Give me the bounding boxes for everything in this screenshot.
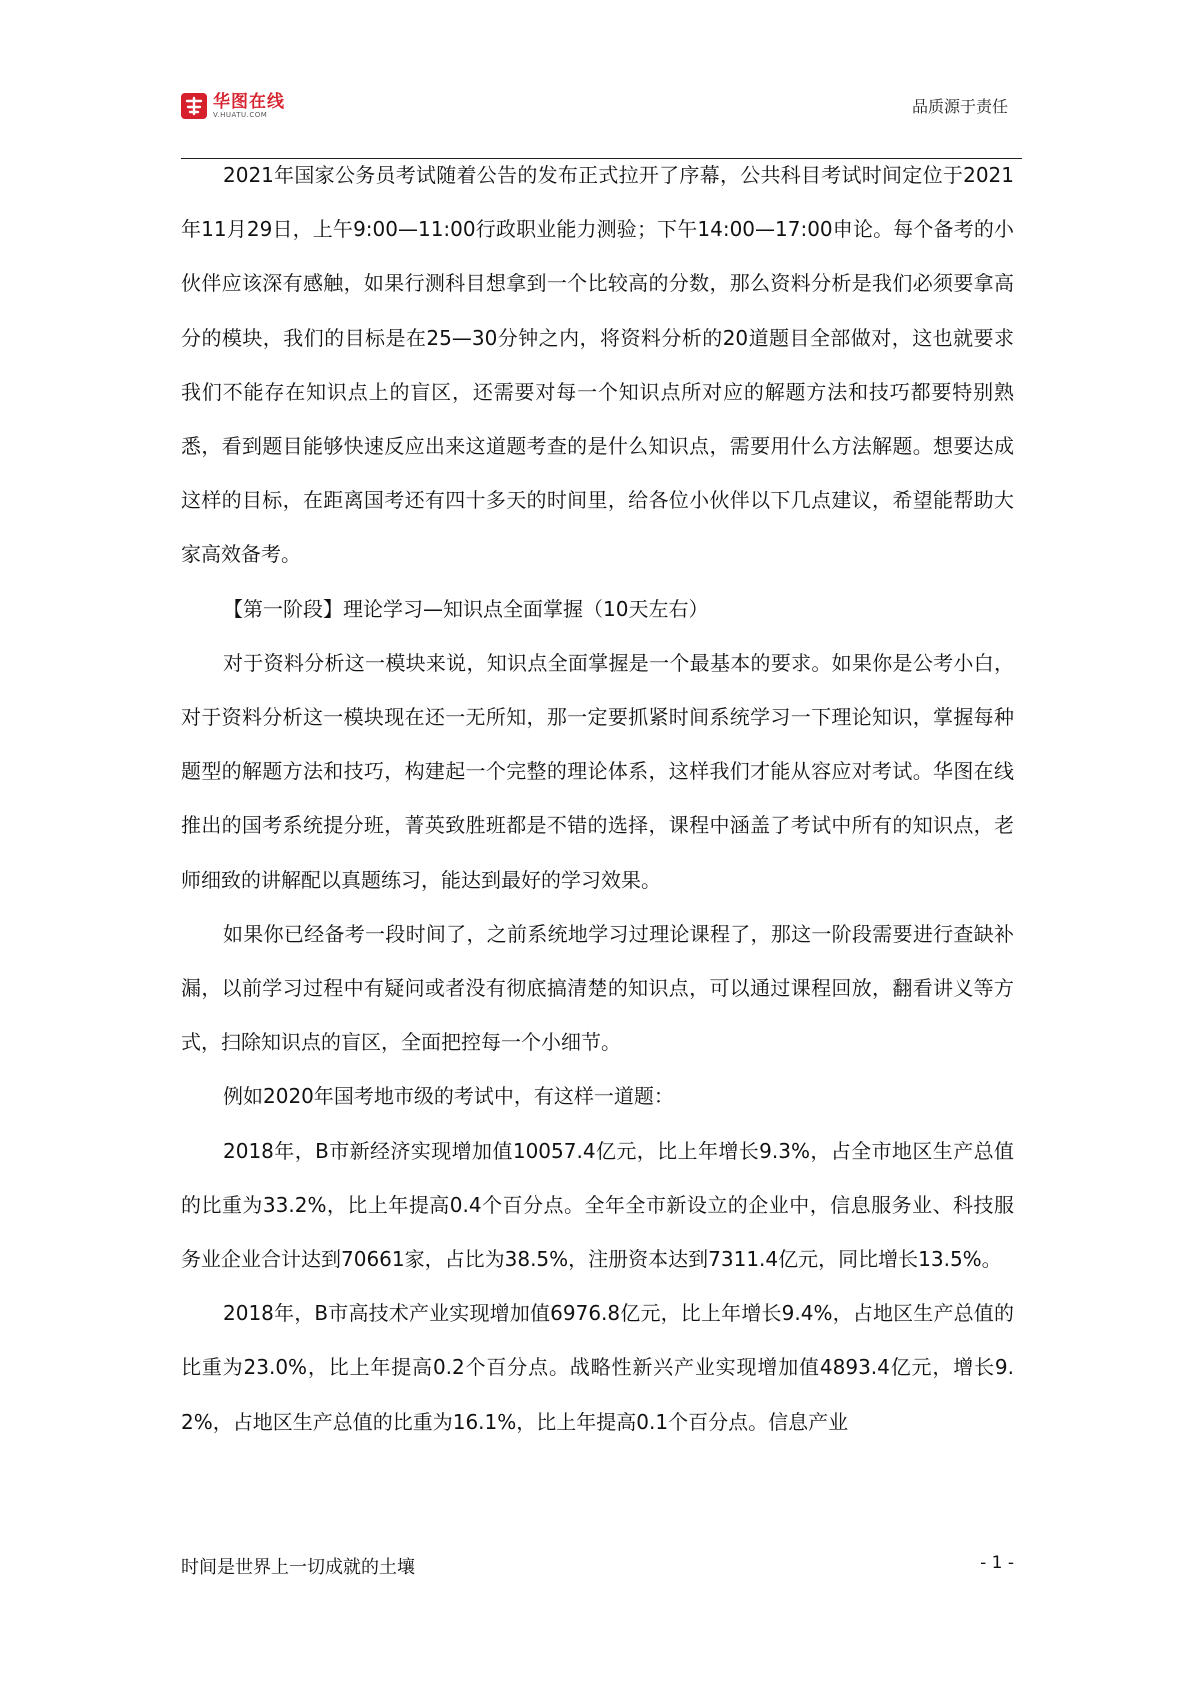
header-slogan: 品质源于责任 <box>911 97 1008 116</box>
stage-one-paragraph: 对于资料分析这一模块来说，知识点全面掌握是一个最基本的要求。如果你是公考小白，对于资料分析这一模块现在还一无所知，那一定要抓紧时间系统学习一下理论知识，掌握每种题型的解题方法和技巧，构建起一个完整的理论体系，这样我们才能从容应对考试。华图在线推出的国考系统提分班，菁英致胜班都是不错的选择，课程中涵盖了考试中所有的知识点，老师细致的讲解配以真题练习，能达到最好的学习效果。 <box>181 650 1014 892</box>
example-material-paragraph: 2018年，B市新经济实现增加值10057.4亿元，比上年增长9.3%，占全市地区生产总值的比重为33.2%，比上年提高0.4个百分点。全年全市新设立的企业中，信息服务业、科技服务业企业合计达到70661家，占比为38.5%，注册资本达到7311.4亿元，同比增长13.5%。 <box>181 1138 1014 1272</box>
review-paragraph: 如果你已经备考一段时间了，之前系统地学习过理论课程了，那这一阶段需要进行查缺补漏，以前学习过程中有疑问或者没有彻底搞清楚的知识点，可以通过课程回放，翻看讲义等方式，扫除知识点的盲区，全面把控每一个小细节。 <box>181 921 1014 1055</box>
brand-url: V.HUATU.COM <box>213 110 268 119</box>
example-intro: 例如2020年国考地市级的考试中，有这样一道题： <box>223 1084 674 1109</box>
brand-logo-icon <box>181 93 207 119</box>
page-header <box>181 78 1022 159</box>
stage-one-heading: 【第一阶段】理论学习—知识点全面掌握（10天左右） <box>223 596 709 621</box>
article-body <box>181 148 1014 1449</box>
brand-logo <box>181 86 285 126</box>
page-number: - 1 - <box>980 1553 1014 1573</box>
example-material-paragraph: 2018年，B市高技术产业实现增加值6976.8亿元，比上年增长9.4%，占地区生产总值的比重为23.0%，比上年提高0.2个百分点。战略性新兴产业实现增加值4893.4亿元，增长9.2%，占地区生产总值的比重为16.1%，比上年提高0.1个百分点。信息产业 <box>181 1301 1014 1434</box>
brand-name: 华图在线 <box>213 91 285 112</box>
footer-motto: 时间是世界上一切成就的土壤 <box>181 1557 415 1578</box>
page-footer <box>181 1553 1022 1583</box>
intro-paragraph: 2021年国家公务员考试随着公告的发布正式拉开了序幕，公共科目考试时间定位于2021年11月29日，上午9:00—11:00行政职业能力测验；下午14:00—17:00申论。每个备考的小伙伴应该深有感触，如果行测科目想拿到一个比较高的分数，那么资料分析是我们必须要拿高分的模块，我们的目标是在25—30分钟之内，将资料分析的20道题目全部做对，这也就要求我们不能存在知识点上的盲区，还需要对每一个知识点所对应的解题方法和技巧都要特别熟悉，看到题目能够快速反应出来这道题考查的是什么知识点，需要用什么方法解题。想要达成这样的目标，在距离国考还有四十多天的时间里，给各位小伙伴以下几点建议，希望能帮助大家高效备考。 <box>181 163 1014 567</box>
